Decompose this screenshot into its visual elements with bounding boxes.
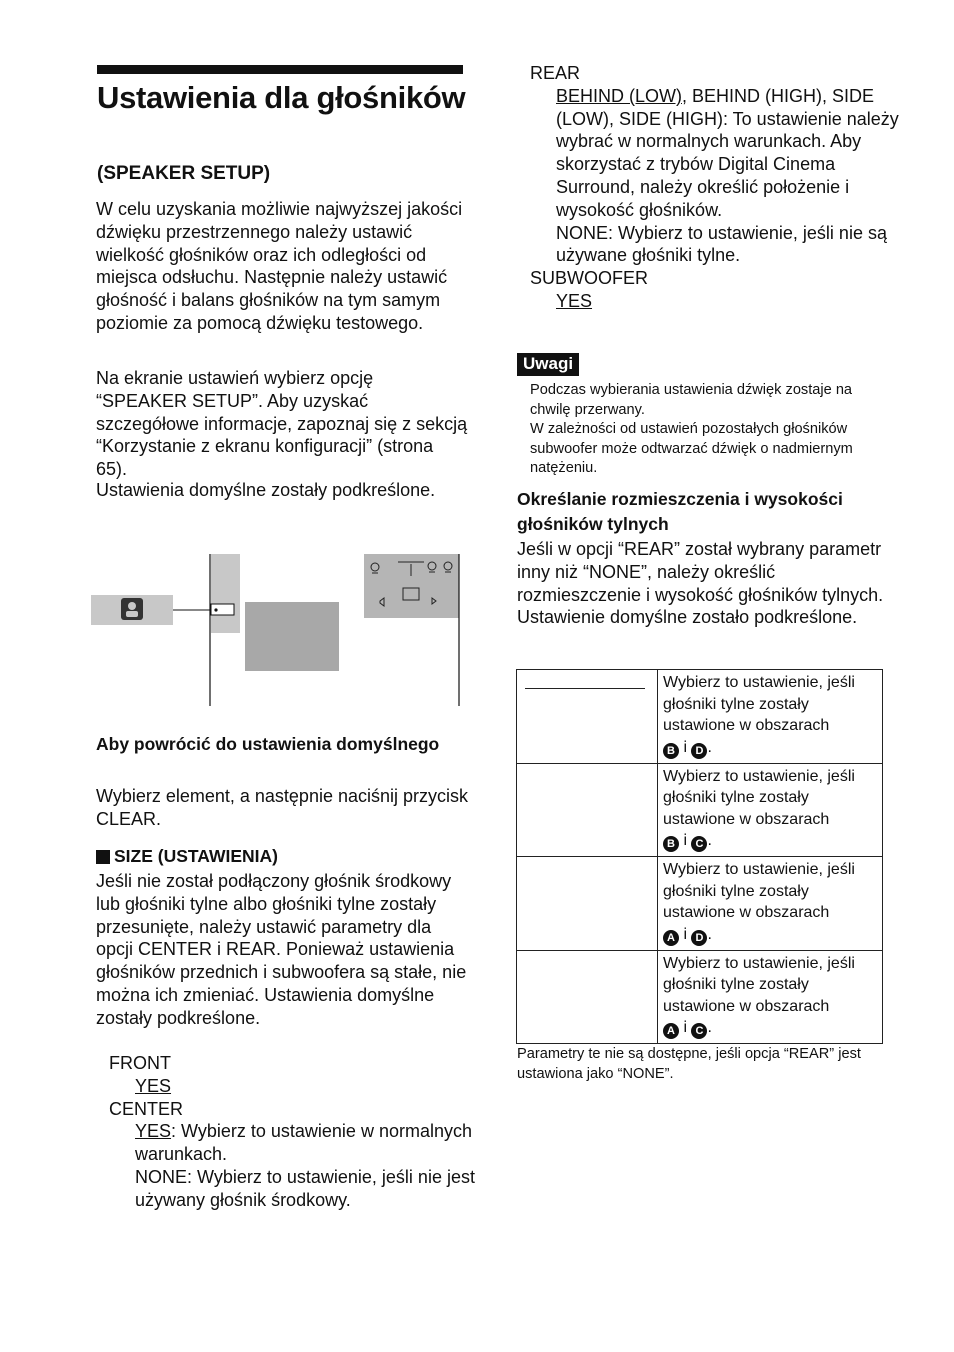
center-none-option: NONE: Wybierz to ustawienie, jeśli nie jest używany głośnik środkowy. [135,1166,475,1210]
table-row [517,670,883,764]
page-title: Ustawienia dla głośników [97,80,466,115]
area-marker-icon: C [691,1023,707,1039]
area-marker-icon: A [663,930,679,946]
center-default: YES [135,1121,172,1142]
table-option-cell [517,950,658,1044]
table-row [517,950,883,1044]
table-option-cell [517,857,658,951]
area-marker-icon: B [663,836,679,852]
speaker-setup-icon [121,598,143,620]
notes-text [530,381,890,479]
rear-position-table [516,669,883,1044]
title-rule [97,65,463,74]
section-square-icon [96,850,110,864]
underline-placeholder [525,676,645,689]
rear-default: BEHIND (LOW), [556,85,688,106]
rear-position-heading: Określanie rozmieszczenia i wysokości głośników tylnych [517,489,843,534]
size-text: Jeśli nie został podłączony głośnik środkowy lub głośniki tylne albo głośniki tylne zostały przesunięte, należy ustawić parametry dla opcji CENTER i REAR. Ponieważ ustawienia głośników przednich i subwoofera są stałe, nie można ich zmieniać. Ustawienia domyślne zostały podkreślone. [96,871,467,1028]
area-marker-icon: D [691,930,707,946]
note-1: Podczas wybierania ustawienia dźwięk zostaje na chwilę przerwany. [530,382,853,418]
footer-note: Parametry te nie są dostępne, jeśli opcja “REAR” jest ustawiona jako “NONE”. [517,1046,861,1082]
rear-label: REAR [530,63,581,83]
menu-column [211,554,240,633]
subwoofer-label: SUBWOOFER [530,268,649,289]
page-subtitle: (SPEAKER SETUP) [97,163,271,184]
setup-screen-figure [90,554,462,709]
center-label: CENTER [109,1098,184,1119]
menu-panel [245,602,339,671]
table-option-cell [517,670,658,764]
table-row [517,763,883,857]
table-desc-cell: Wybierz to ustawienie, jeśli głośniki tylne zostały ustawione w obszarach A i C . [658,950,883,1044]
size-heading-label: SIZE (USTAWIENIA) [114,846,278,866]
center-yes-desc: : Wybierz to ustawienie w normalnych warunkach. [135,1121,472,1165]
rear-options-desc: BEHIND (HIGH), SIDE (LOW), SIDE (HIGH): To ustawienie należy wybrać w normalnych warunkach. Aby skorzystać z trybów Digital Cinema Surround, należy określić położenie i wysokość głośników. [556,85,899,220]
subwoofer-default: YES [556,290,593,311]
area-marker-icon: C [691,836,707,852]
front-label: FRONT [109,1053,171,1073]
intro-paragraph: W celu uzyskania możliwie najwyższej jakości dźwięku przestrzennego należy ustawić wielkość głośników oraz ich odległości od miejsca odsłuchu. Następnie należy ustawić głośność i balans głośników na tym samym poziomie za pomocą dźwięku testowego. [96,199,463,333]
restore-text: Wybierz element, a następnie naciśnij przycisk CLEAR. [96,786,468,829]
area-marker-icon: D [691,743,707,759]
instructions-paragraph: Na ekranie ustawień wybierz opcję “SPEAKER SETUP”. Aby uzyskać szczegółowe informacje, zapoznaj się z sekcją “Korzystanie z ekranu konfiguracji” (strona 65). [96,368,468,480]
size-heading [96,846,468,867]
rear-options [530,62,900,313]
rear-none-option: NONE: Wybierz to ustawienie, jeśli nie są używane głośniki tylne. [556,222,887,266]
table-desc-cell: Wybierz to ustawienie, jeśli głośniki tylne zostały ustawione w obszarach B i D . [658,670,883,764]
rear-position-text: Jeśli w opcji “REAR” został wybrany parametr inny niż “NONE”, należy określić rozmieszczenie i wysokość głośników tylnych. Ustawienie domyślne zostało podkreślone. [517,539,884,628]
table-option-cell [517,763,658,857]
note-2: W zależności od ustawień pozostałych głośników subwoofer może odtwarzać dźwięk o nadmiernym natężeniu. [530,421,853,477]
table-row [517,857,883,951]
defaults-note: Ustawienia domyślne zostały podkreślone. [96,480,436,500]
table-desc-cell: Wybierz to ustawienie, jeśli głośniki tylne zostały ustawione w obszarach B i C . [658,763,883,857]
center-yes-option [96,1120,476,1166]
area-marker-icon: A [663,1023,679,1039]
front-default: YES [135,1075,172,1096]
cursor-box [211,604,234,615]
rear-main-option [530,85,900,222]
restore-heading: Aby powrócić do ustawienia domyślnego [96,734,440,754]
notes-badge: Uwagi [517,353,579,376]
area-marker-icon: B [663,743,679,759]
table-desc-cell: Wybierz to ustawienie, jeśli głośniki tylne zostały ustawione w obszarach A i D . [658,857,883,951]
size-options-list [96,1052,476,1212]
